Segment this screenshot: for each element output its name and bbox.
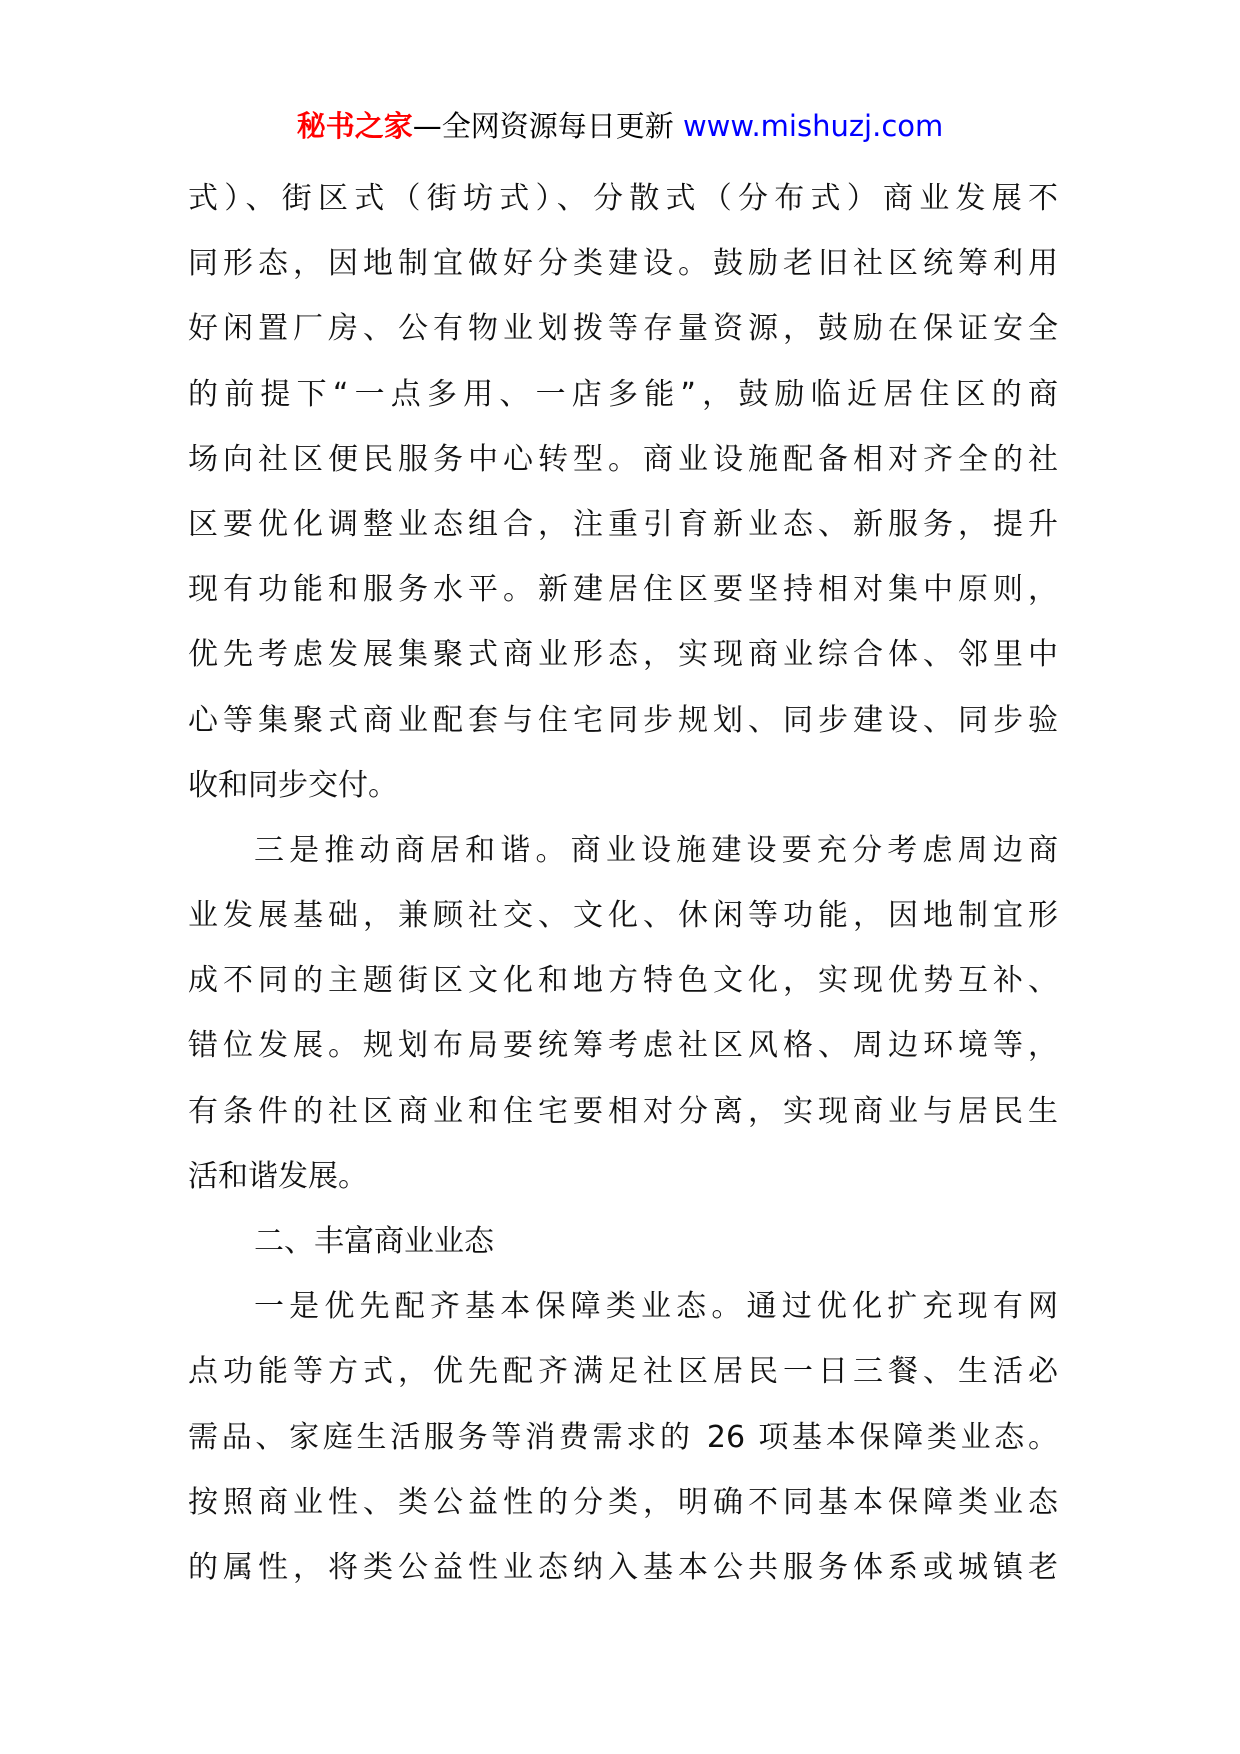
- text-line: 好闲置厂房、公有物业划拨等存量资源，鼓励在保证安全: [188, 311, 1058, 347]
- text-line: 同形态，因地制宜做好分类建设。鼓励老旧社区统筹利用: [188, 246, 1058, 282]
- text-line: 式）、街区式（街坊式）、分散式（分布式）商业发展不: [188, 181, 1058, 216]
- text-line: 业发展基础，兼顾社交、文化、休闲等功能，因地制宜形: [188, 898, 1058, 934]
- text-line: 需品、家庭生活服务等消费需求的 26 项基本保障类业态。: [188, 1419, 1058, 1455]
- text-line: 的前提下“一点多用、一店多能”，鼓励临近居住区的商: [188, 376, 1058, 412]
- section-heading: 二、丰富商业业态: [254, 1224, 494, 1259]
- website-link[interactable]: www.mishuzj.com: [682, 109, 944, 143]
- text-line: 错位发展。规划布局要统筹考虑社区风格、周边环境等，: [188, 1028, 1058, 1064]
- text-line: 有条件的社区商业和住宅要相对分离，实现商业与居民生: [188, 1093, 1058, 1129]
- text-line: 活和谐发展。: [188, 1158, 368, 1194]
- text-line: 的属性，将类公益性业态纳入基本公共服务体系或城镇老: [188, 1549, 1058, 1585]
- paragraph-first-line: 三是推动商居和谐。商业设施建设要充分考虑周边商: [254, 832, 1058, 868]
- text-line: 按照商业性、类公益性的分类，明确不同基本保障类业态: [188, 1484, 1058, 1520]
- text-line: 心等集聚式商业配套与住宅同步规划、同步建设、同步验: [188, 702, 1058, 738]
- brand-name: 秘书之家: [296, 109, 413, 143]
- text-line: 优先考虑发展集聚式商业形态，实现商业综合体、邻里中: [188, 637, 1058, 673]
- text-line: 现有功能和服务水平。新建居住区要坚持相对集中原则，: [188, 572, 1058, 608]
- text-line: 场向社区便民服务中心转型。商业设施配备相对齐全的社: [188, 441, 1058, 477]
- text-line: 收和同步交付。: [188, 767, 398, 803]
- text-line: 点功能等方式，优先配齐满足社区居民一日三餐、生活必: [188, 1354, 1058, 1390]
- paragraph-first-line: 一是优先配齐基本保障类业态。通过优化扩充现有网: [254, 1289, 1058, 1325]
- text-line: 区要优化调整业态组合，注重引育新业态、新服务，提升: [188, 506, 1058, 542]
- text-line: 成不同的主题街区文化和地方特色文化，实现优势互补、: [188, 963, 1058, 999]
- header-slogan: —全网资源每日更新: [412, 109, 683, 143]
- page-header: [0, 104, 1240, 148]
- document-body: [188, 166, 1058, 1600]
